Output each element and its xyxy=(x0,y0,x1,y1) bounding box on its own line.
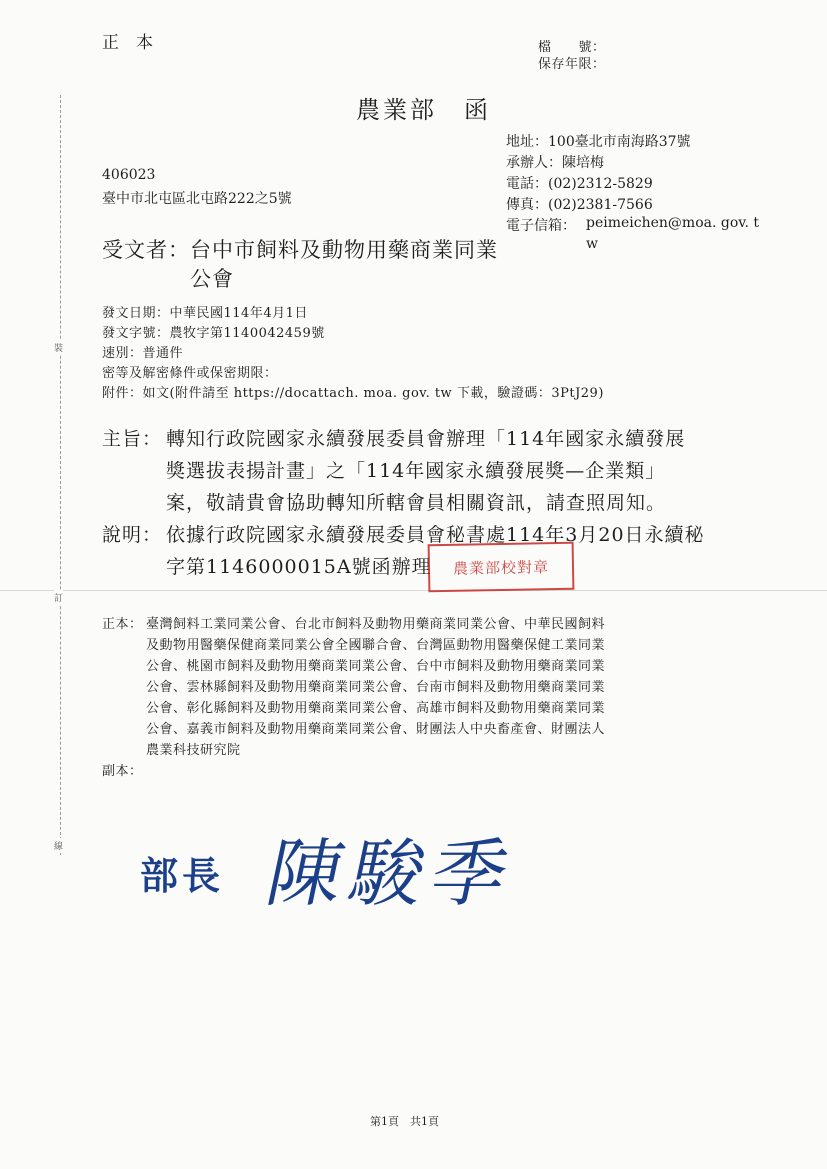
main-recipients-line-6: 公會、嘉義市飼料及動物用藥商業同業公會、財團法人中央畜產會、財團法人 xyxy=(146,722,606,737)
issue-date: 發文日期：中華民國114年4月1日 xyxy=(102,306,308,321)
main-recipients-line-3: 公會、桃園市飼料及動物用藥商業同業公會、台中市飼料及動物用藥商業同業 xyxy=(146,659,606,674)
paper-fold xyxy=(0,590,827,591)
binding-mark-zhuang: 裝 xyxy=(54,340,63,355)
main-recipients-label: 正本： xyxy=(102,617,143,632)
explanation-line-1: 依據行政院國家永續發展委員會秘書處114年3月20日永續秘 xyxy=(166,524,705,546)
main-recipients-line-7: 農業科技研究院 xyxy=(146,743,241,758)
recipient-label: 受文者： xyxy=(102,238,190,262)
main-recipients-line-4: 公會、雲林縣飼料及動物用藥商業同業公會、台南市飼料及動物用藥商業同業 xyxy=(146,680,606,695)
subject-line-1: 轉知行政院國家永續發展委員會辦理「114年國家永續發展 xyxy=(166,428,686,450)
delivery-speed: 速別：普通件 xyxy=(102,346,184,361)
document-title: 農業部 函 xyxy=(356,96,491,124)
attachment-info: 附件：如文(附件請至 https://docattach. moa. gov. tw 下載，驗證碼：3PtJ29) xyxy=(102,386,604,401)
copy-recipients-label: 副本： xyxy=(102,764,143,779)
sender-email-continued: w xyxy=(586,236,598,252)
binding-line xyxy=(60,95,61,855)
main-recipients-line-5: 公會、彰化縣飼料及動物用藥商業同業公會、高雄市飼料及動物用藥商業同業 xyxy=(146,701,606,716)
copy-type-label: 正 本 xyxy=(102,33,153,53)
main-recipients-line-1: 臺灣飼料工業同業公會、台北市飼料及動物用藥商業同業公會、中華民國飼料 xyxy=(146,617,606,632)
secrecy-level: 密等及解密條件或保密期限： xyxy=(102,366,278,381)
recipient-name: 台中市飼料及動物用藥商業同業 xyxy=(190,238,498,262)
explanation-label: 說明： xyxy=(102,524,163,546)
seal-text: 農業部校對章 xyxy=(452,557,550,578)
recipient-name-continued: 公會 xyxy=(190,267,234,291)
file-number-label: 檔 號： xyxy=(538,40,606,55)
subject-line-3: 案，敬請貴會協助轉知所轄會員相關資訊，請查照周知。 xyxy=(166,492,667,514)
sender-fax: 傳真：(02)2381-7566 xyxy=(506,197,653,213)
binding-mark-ding: 訂 xyxy=(54,590,63,605)
recipient-address: 臺中市北屯區北屯路222之5號 xyxy=(102,191,292,207)
retention-period-label: 保存年限： xyxy=(538,57,606,72)
explanation-line-2: 字第1146000015A號函辦理 xyxy=(166,556,432,578)
sender-address: 地址：100臺北市南海路37號 xyxy=(506,134,691,150)
sender-email-label: 電子信箱： xyxy=(506,218,576,234)
page-number: 第1頁 共1頁 xyxy=(370,1115,439,1128)
subject-label: 主旨： xyxy=(102,428,163,450)
proofreading-seal xyxy=(428,542,575,593)
sender-phone: 電話：(02)2312-5829 xyxy=(506,176,653,192)
sender-email: peimeichen@moa. gov. t xyxy=(586,215,760,231)
recipient-postal-code: 406023 xyxy=(102,167,156,183)
minister-name-signature: 陳駿季 xyxy=(259,831,524,917)
sender-contact: 承辦人：陳培梅 xyxy=(506,155,604,171)
minister-title: 部長 xyxy=(140,854,225,898)
binding-mark-xian: 線 xyxy=(54,838,63,853)
subject-line-2: 獎選拔表揚計畫」之「114年國家永續發展獎—企業類」 xyxy=(166,460,666,482)
document-number: 發文字號：農牧字第1140042459號 xyxy=(102,326,325,341)
main-recipients-line-2: 及動物用醫藥保健商業同業公會全國聯合會、台灣區動物用醫藥保健工業同業 xyxy=(146,638,606,653)
